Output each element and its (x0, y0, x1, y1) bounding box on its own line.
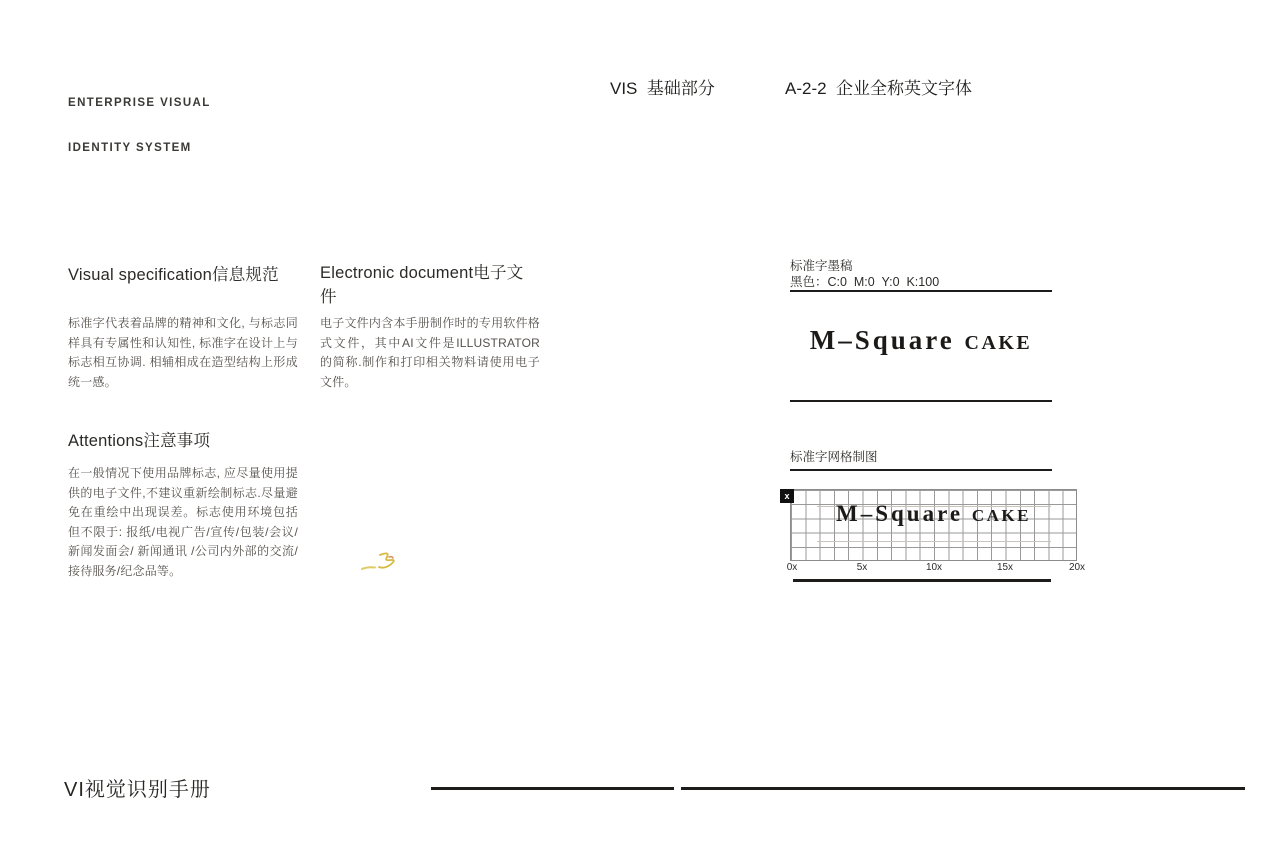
grid-bottom-rule (793, 579, 1051, 582)
logotype-construction-grid (784, 489, 1077, 561)
scale-label-0x: 0x (786, 562, 798, 573)
brand-line-1: ENTERPRISE VISUAL (68, 97, 211, 109)
grid-unit-badge: x (780, 489, 794, 503)
grid-drawing-label: 标准字网格制图 (790, 450, 878, 464)
divider-rule (790, 469, 1052, 471)
grid-logotype-main-text: M–Square (835, 501, 972, 526)
header-page-code: A-2-2 企业全称英文字体 (785, 79, 973, 98)
header-section-title: VIS 基础部分 (610, 79, 715, 98)
brand-logotype (790, 325, 1052, 356)
footer-rule-left (431, 787, 674, 790)
baseline-guide-line (817, 541, 1051, 542)
logotype-main-text: M–Square (809, 325, 965, 355)
ink-color-values: 黑色：C:0 M:0 Y:0 K:100 (790, 275, 940, 289)
brand-line-2: IDENTITY SYSTEM (68, 142, 192, 154)
manual-title: VI视觉识别手册 (64, 779, 211, 801)
grid-logotype (791, 501, 1076, 527)
middle-body-electronic-document: 电子文件内含本手册制作时的专用软件格式文件，其中AI文件是ILLUSTRATOR 的简称.制作和打印相关物料请使用电子文件。 (320, 316, 540, 389)
scale-label-5x: 5x (856, 562, 868, 573)
left-heading-attentions: Attentions注意事项 (68, 432, 211, 450)
scale-label-20x: 20x (1068, 562, 1086, 573)
logotype-caps-text: CAKE (964, 332, 1033, 354)
enterprise-brand-logo (68, 66, 211, 186)
middle-heading-electronic-document: Electronic document电子文件 (320, 264, 524, 306)
divider-rule (790, 400, 1052, 402)
ink-draft-label: 标准字墨稿 (790, 259, 853, 273)
left-heading-visual-specification: Visual specification信息规范 (68, 266, 279, 284)
footer-rule-right (681, 787, 1245, 790)
left-body-visual-specification: 标准字代表着品牌的精神和文化, 与标志同样具有专属性和认知性, 标准字在设计上与标志相互协调. 相辅相成在造型结构上形成统一感。 (68, 316, 298, 389)
grid-logotype-caps-text: CAKE (971, 506, 1031, 525)
divider-rule (790, 290, 1052, 292)
handwriting-scribble-icon (356, 548, 406, 583)
scale-label-10x: 10x (925, 562, 943, 573)
left-body-attentions: 在一般情况下使用品牌标志, 应尽量使用提供的电子文件,不建议重新绘制标志.尽量避免在重绘中出现误差。标志使用环境包括但不限于: 报纸/电视广告/宣传/包装/会议/新闻发面会/ 新闻通讯 /公司内外部的交流/接待服务/纪念品等。 (68, 466, 298, 578)
scale-label-15x: 15x (996, 562, 1014, 573)
grid-scale-labels (786, 562, 1086, 576)
